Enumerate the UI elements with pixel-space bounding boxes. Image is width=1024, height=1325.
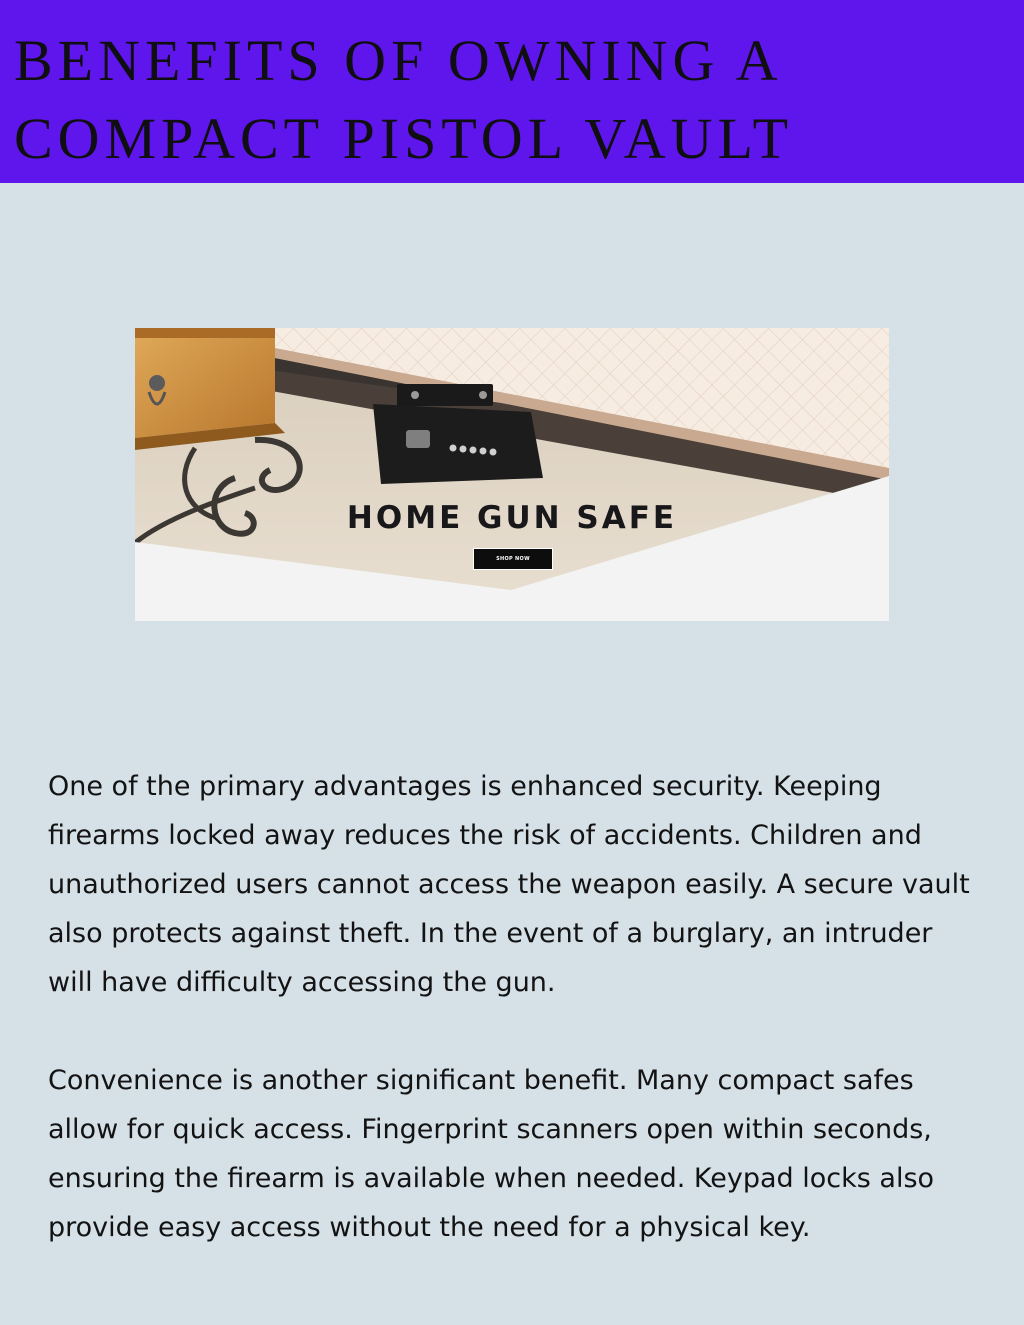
home-gun-safe-banner[interactable]	[135, 328, 889, 621]
paragraph-convenience	[48, 1056, 1024, 1252]
page-title: BENEFITS OF OWNING A COMPACT PISTOL VAULT	[14, 28, 794, 171]
text-line: One of the primary advantages is enhanced security. Keeping	[48, 771, 882, 802]
text-line: ensuring the firearm is available when needed. Keypad locks also	[48, 1163, 935, 1194]
text-line: allow for quick access. Fingerprint scanners open within seconds,	[48, 1114, 932, 1145]
text-line: will have difficulty accessing the gun.	[48, 967, 556, 998]
article-body	[48, 762, 1024, 1252]
paragraph-security	[48, 762, 1024, 1007]
text-line: provide easy access without the need for a physical key.	[48, 1212, 811, 1243]
banner-heading: HOME GUN SAFE	[346, 500, 678, 536]
title-banner	[0, 0, 1024, 183]
text-line: unauthorized users cannot access the weapon easily. A secure vault	[48, 869, 970, 900]
text-line: also protects against theft. In the event of a burglary, an intruder	[48, 918, 933, 949]
under-bed-gun-safe-photo	[135, 328, 889, 621]
text-line: Convenience is another significant benefit. Many compact safes	[48, 1065, 914, 1096]
text-line: firearms locked away reduces the risk of accidents. Children and	[48, 820, 922, 851]
shop-now-button[interactable]: SHOP NOW	[473, 548, 553, 570]
